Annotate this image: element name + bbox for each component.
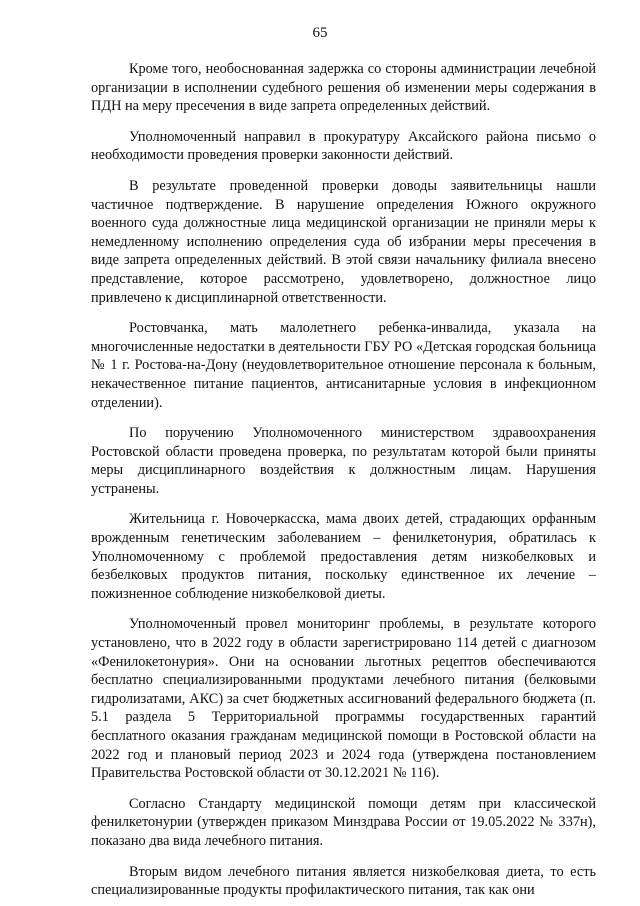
paragraph-hospital-complaint: Ростовчанка, мать малолетнего ребенка-инвалида, указала на многочисленные недостатки в деятельности ГБУ РО «Детская городская больница № 1 г. Ростова-на-Дону (неудовлетворительное отношение персонала к больным, некачественное питание пациентов, антисанитарные условия в инфекционном отделении). bbox=[91, 320, 596, 411]
document-body bbox=[91, 60, 596, 900]
paragraph-novocherkassk-appeal: Жительница г. Новочеркасска, мама двоих детей, страдающих орфанным врожденным генетическим заболеванием – фенилкетонурия, обратилась к Уполномоченному с проблемой предоставления детям низкобелковых и безбелковых продуктов питания, поскольку единственное их лечение – пожизненное соблюдение низкобелковой диеты. bbox=[91, 511, 596, 602]
paragraph-court-delay: Кроме того, необоснованная задержка со стороны администрации лечебной организации в исполнении судебного решения об изменении меры содержания в ПДН на меру пресечения в виде запрета определенных действий. bbox=[91, 61, 596, 115]
paragraph-second-diet: Вторым видом лечебного питания является низкобелковая диета, то есть специализированные продукты профилактического питания, так как они bbox=[91, 863, 596, 899]
paragraph-standard: Согласно Стандарту медицинской помощи детям при классической фенилкетонурии (утвержден приказом Минздрава России от 19.05.2022 № 337н), показано два вида лечебного питания. bbox=[91, 795, 596, 849]
paragraph-ministry-inspection: По поручению Уполномоченного министерством здравоохранения Ростовской области проведена проверка, по результатам которой были приняты меры дисциплинарного воздействия к должностным лицам. Нарушения устранены. bbox=[91, 425, 596, 497]
paragraph-prosecutor-letter: Уполномоченный направил в прокуратуру Аксайского района письмо о необходимости проведения проверки законности действий. bbox=[91, 128, 596, 164]
paragraph-inspection-result: В результате проведенной проверки доводы заявительницы нашли частичное подтверждение. В нарушение определения Южного окружного военного суда должностные лица медицинской организации не приняли меры к немедленному исполнению определения суда об избрании меры пресечения в виде запрета определенных действий. В этой связи начальнику филиала внесено представление, которое рассмотрено, удовлетворено, должностное лицо привлечено к дисциплинарной ответственности. bbox=[91, 177, 596, 306]
page-number: 65 bbox=[312, 25, 328, 41]
paragraph-monitoring: Уполномоченный провел мониторинг проблемы, в результате которого установлено, что в 2022 году в области зарегистрировано 114 детей с диагнозом «Фенилокетонурия». Они на основании льготных рецептов обеспечиваются бесплатно специализированными продуктами лечебного питания (белковыми гидролизатами, АКС) за счет бюджетных ассигнований федерального бюджета (п. 5.1 раздела 5 Территориальной программы государственных гарантий бесплатного оказания гражданам медицинской помощи в Ростовской области на 2022 год и плановый период 2023 и 2024 года (утверждена постановлением Правительства Ростовской области от 30.12.2021 № 116). bbox=[91, 616, 596, 782]
